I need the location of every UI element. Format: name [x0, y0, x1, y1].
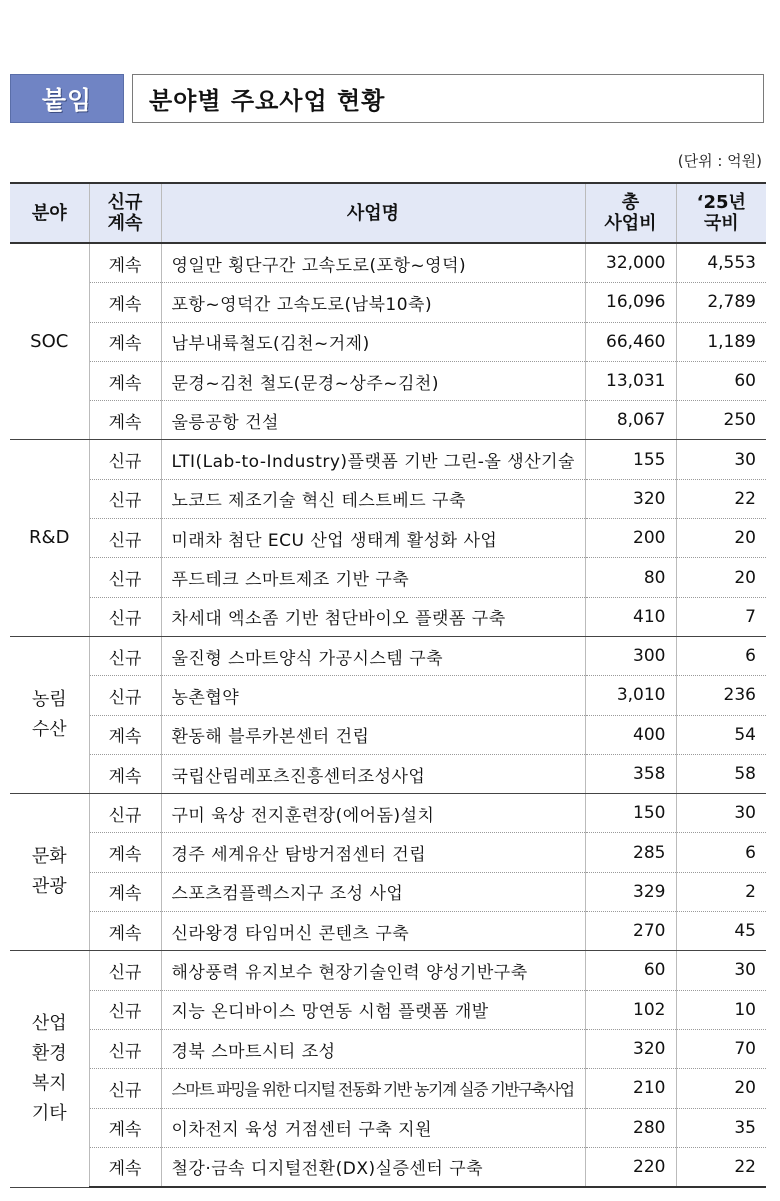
type-cell: 신규 [89, 636, 161, 675]
table-row [10, 676, 766, 715]
total-cost-cell: 3,010 [585, 676, 676, 715]
project-name-cell: 국립산림레포츠진흥센터조성사업 [161, 754, 585, 793]
total-cost-cell: 320 [585, 479, 676, 518]
field-category-label: 관광 [31, 876, 67, 898]
table-row [10, 872, 766, 911]
budget-cell: 22 [676, 479, 766, 518]
total-cost-cell: 285 [585, 833, 676, 872]
field-category-label: 복지 [31, 1072, 67, 1094]
budget-cell: 35 [676, 1108, 766, 1147]
project-name-cell: 해상풍력 유지보수 현장기술인력 양성기반구축 [161, 951, 585, 990]
type-cell: 신규 [89, 951, 161, 990]
col-field-header: 분야 [10, 183, 89, 243]
type-cell: 계속 [89, 322, 161, 361]
budget-cell: 6 [676, 636, 766, 675]
field-category-cell [10, 440, 89, 636]
page-title: 분야별 주요사업 현황 [132, 74, 764, 123]
project-name-cell: 신라왕경 타임머신 콘텐츠 구축 [161, 912, 585, 951]
budget-cell: 22 [676, 1147, 766, 1187]
project-name-cell: 남부내륙철도(김천~거제) [161, 322, 585, 361]
budget-cell: 60 [676, 361, 766, 400]
type-cell: 계속 [89, 243, 161, 283]
project-name-cell: 구미 육상 전지훈련장(에어돔)설치 [161, 794, 585, 833]
type-cell: 계속 [89, 361, 161, 400]
field-category-label: R&D [29, 527, 70, 549]
project-name-cell: 지능 온디바이스 망연동 시험 플랫폼 개발 [161, 990, 585, 1029]
project-name-cell: 문경~김천 철도(문경~상주~김천) [161, 361, 585, 400]
type-cell: 계속 [89, 833, 161, 872]
total-cost-cell: 13,031 [585, 361, 676, 400]
table-row [10, 833, 766, 872]
budget-cell: 2,789 [676, 283, 766, 322]
field-category-label: 수산 [31, 719, 67, 741]
total-cost-cell: 280 [585, 1108, 676, 1147]
budget-cell: 20 [676, 1069, 766, 1108]
field-category-label: SOC [30, 330, 69, 352]
table-row [10, 283, 766, 322]
project-name-cell: 스포츠컴플렉스지구 조성 사업 [161, 872, 585, 911]
total-cost-cell: 8,067 [585, 401, 676, 440]
table-row [10, 1147, 766, 1187]
budget-cell: 4,553 [676, 243, 766, 283]
type-cell: 신규 [89, 558, 161, 597]
table-row [10, 912, 766, 951]
budget-cell: 6 [676, 833, 766, 872]
field-category-label: 기타 [31, 1102, 67, 1124]
project-name-cell: 울진형 스마트양식 가공시스템 구축 [161, 636, 585, 675]
type-cell: 신규 [89, 1029, 161, 1068]
table-row [10, 951, 766, 990]
budget-cell: 20 [676, 558, 766, 597]
budget-cell: 236 [676, 676, 766, 715]
budget-cell: 20 [676, 519, 766, 558]
unit-label: (단위 : 억원) [677, 152, 762, 170]
table-row [10, 479, 766, 518]
total-cost-cell: 150 [585, 794, 676, 833]
table-body [10, 243, 766, 1187]
col-total-header: 총 사업비 [585, 183, 676, 243]
type-cell: 신규 [89, 597, 161, 636]
total-cost-cell: 400 [585, 715, 676, 754]
budget-cell: 1,189 [676, 322, 766, 361]
table-row [10, 519, 766, 558]
budget-cell: 30 [676, 440, 766, 479]
type-cell: 신규 [89, 1069, 161, 1108]
type-cell: 신규 [89, 440, 161, 479]
table-row [10, 1029, 766, 1068]
table-row [10, 361, 766, 400]
col-type-header: 신규 계속 [89, 183, 161, 243]
type-cell: 신규 [89, 794, 161, 833]
attachment-badge: 붙임 [10, 74, 124, 123]
table-row [10, 401, 766, 440]
type-cell: 계속 [89, 1108, 161, 1147]
total-cost-cell: 210 [585, 1069, 676, 1108]
field-category-label: 농림 [31, 689, 67, 711]
budget-cell: 30 [676, 951, 766, 990]
project-name-cell: 농촌협약 [161, 676, 585, 715]
type-cell: 신규 [89, 519, 161, 558]
table-row [10, 243, 766, 283]
total-cost-cell: 329 [585, 872, 676, 911]
budget-cell: 58 [676, 754, 766, 793]
budget-cell: 10 [676, 990, 766, 1029]
project-name-cell: 경북 스마트시티 조성 [161, 1029, 585, 1068]
table-row [10, 322, 766, 361]
type-cell: 계속 [89, 1147, 161, 1187]
table-row [10, 1108, 766, 1147]
table-row [10, 597, 766, 636]
budget-cell: 70 [676, 1029, 766, 1068]
field-category-label: 환경 [31, 1042, 67, 1064]
col-name-header: 사업명 [161, 183, 585, 243]
total-cost-cell: 320 [585, 1029, 676, 1068]
budget-cell: 45 [676, 912, 766, 951]
total-cost-cell: 410 [585, 597, 676, 636]
project-name-cell: 차세대 엑소좀 기반 첨단바이오 플랫폼 구축 [161, 597, 585, 636]
table-row [10, 754, 766, 793]
budget-cell: 7 [676, 597, 766, 636]
project-name-cell: 경주 세계유산 탐방거점센터 건립 [161, 833, 585, 872]
type-cell: 계속 [89, 401, 161, 440]
total-cost-cell: 220 [585, 1147, 676, 1187]
budget-cell: 2 [676, 872, 766, 911]
project-name-cell: LTI(Lab-to-Industry)플랫폼 기반 그린-올 생산기술 [161, 440, 585, 479]
type-cell: 신규 [89, 676, 161, 715]
project-name-cell: 이차전지 육성 거점센터 구축 지원 [161, 1108, 585, 1147]
table-row [10, 794, 766, 833]
field-category-label: 산업 [31, 1012, 67, 1034]
table-row [10, 1069, 766, 1108]
project-name-cell: 스마트 파밍을 위한 디지털 전동화 기반 농기계 실증 기반구축사업 [161, 1069, 585, 1108]
total-cost-cell: 66,460 [585, 322, 676, 361]
project-name-cell: 환동해 블루카본센터 건립 [161, 715, 585, 754]
type-cell: 계속 [89, 912, 161, 951]
project-name-cell: 노코드 제조기술 혁신 테스트베드 구축 [161, 479, 585, 518]
field-category-cell [10, 243, 89, 440]
project-name-cell: 울릉공항 건설 [161, 401, 585, 440]
table-row [10, 636, 766, 675]
type-cell: 계속 [89, 715, 161, 754]
budget-cell: 30 [676, 794, 766, 833]
type-cell: 계속 [89, 283, 161, 322]
type-cell: 계속 [89, 872, 161, 911]
project-table [10, 182, 766, 1188]
total-cost-cell: 300 [585, 636, 676, 675]
project-name-cell: 포항~영덕간 고속도로(남북10축) [161, 283, 585, 322]
project-name-cell: 푸드테크 스마트제조 기반 구축 [161, 558, 585, 597]
type-cell: 신규 [89, 990, 161, 1029]
total-cost-cell: 80 [585, 558, 676, 597]
total-cost-cell: 32,000 [585, 243, 676, 283]
total-cost-cell: 358 [585, 754, 676, 793]
col-budget-header: ‘25년 국비 [676, 183, 766, 243]
type-cell: 계속 [89, 754, 161, 793]
total-cost-cell: 16,096 [585, 283, 676, 322]
field-category-label: 문화 [31, 846, 67, 868]
total-cost-cell: 155 [585, 440, 676, 479]
total-cost-cell: 60 [585, 951, 676, 990]
table-row [10, 440, 766, 479]
table-header [10, 183, 766, 243]
project-name-cell: 영일만 횡단구간 고속도로(포항~영덕) [161, 243, 585, 283]
field-category-cell [10, 951, 89, 1187]
table-row [10, 990, 766, 1029]
total-cost-cell: 200 [585, 519, 676, 558]
budget-cell: 54 [676, 715, 766, 754]
budget-cell: 250 [676, 401, 766, 440]
field-category-cell [10, 636, 89, 793]
table-row [10, 558, 766, 597]
project-name-cell: 미래차 첨단 ECU 산업 생태계 활성화 사업 [161, 519, 585, 558]
field-category-cell [10, 794, 89, 951]
type-cell: 신규 [89, 479, 161, 518]
table-row [10, 715, 766, 754]
project-name-cell: 철강·금속 디지털전환(DX)실증센터 구축 [161, 1147, 585, 1187]
total-cost-cell: 102 [585, 990, 676, 1029]
total-cost-cell: 270 [585, 912, 676, 951]
